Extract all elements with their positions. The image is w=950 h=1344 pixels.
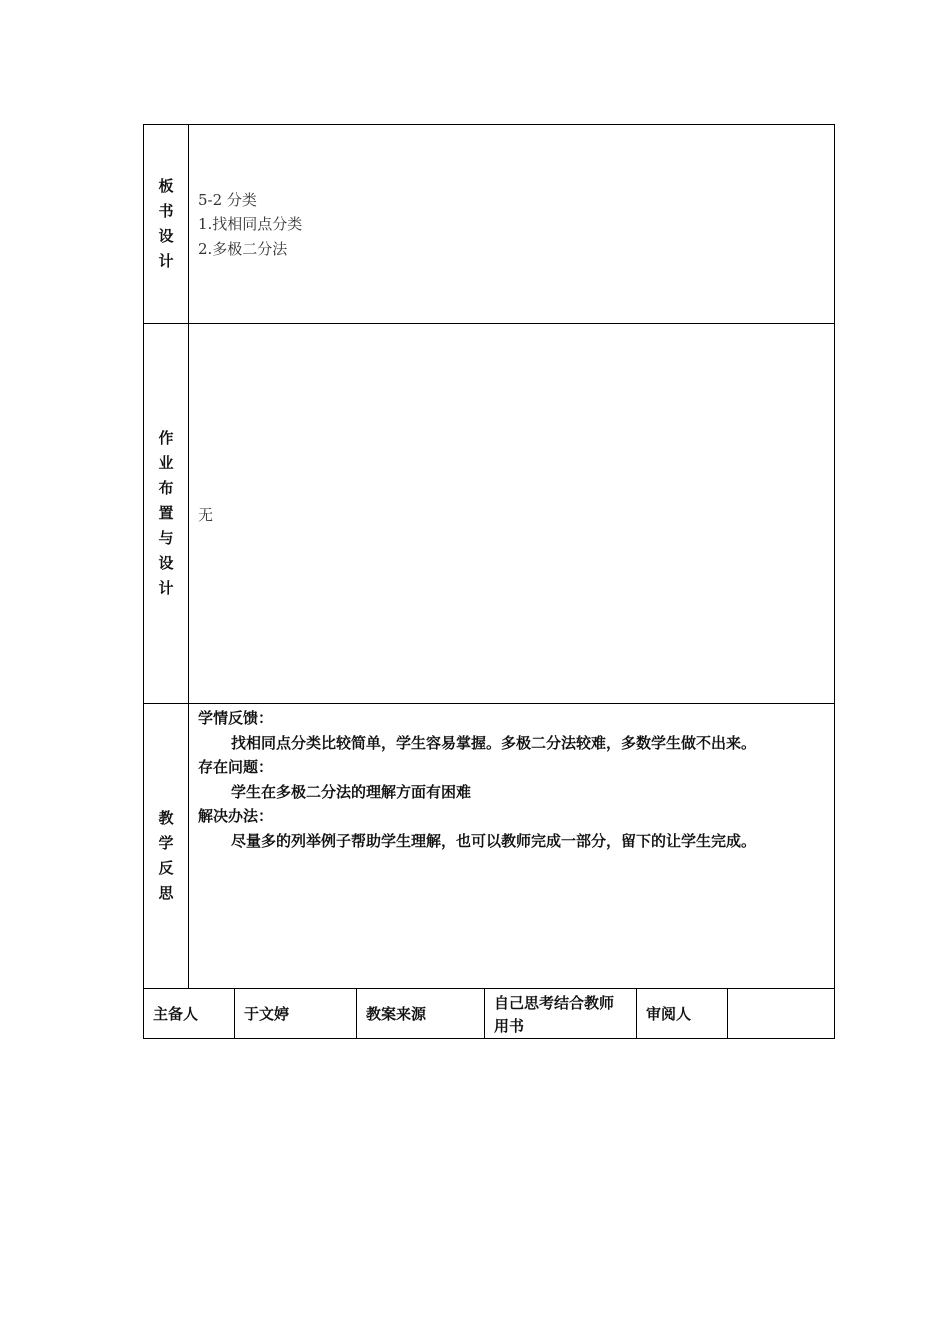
label-char: 计 [158, 252, 174, 270]
table-right-border [834, 124, 835, 1039]
board-line-2: 1.找相同点分类 [198, 215, 303, 233]
feedback-title: 学情反馈： [198, 709, 274, 727]
source-label: 教案来源 [366, 1005, 427, 1023]
row-divider-1 [143, 323, 835, 324]
reflection-label [144, 806, 188, 906]
preparer-label: 主备人 [153, 1005, 199, 1023]
label-char: 计 [158, 579, 174, 597]
footer-divider-1 [234, 988, 235, 1039]
label-char: 教 [158, 809, 174, 827]
board-line-1: 5-2 分类 [198, 191, 257, 209]
preparer-name: 于文婷 [244, 1005, 290, 1023]
label-char: 设 [158, 554, 174, 572]
label-char: 学 [158, 834, 174, 852]
label-char: 作 [158, 429, 174, 447]
label-char: 思 [158, 884, 174, 902]
solution-text: 尽量多的列举例子帮助学生理解，也可以教师完成一部分，留下的让学生完成。 [231, 832, 757, 850]
row-divider-3 [143, 988, 835, 989]
table-bottom-border [143, 1038, 835, 1039]
label-char: 布 [158, 479, 174, 497]
board-design-label [144, 174, 188, 274]
label-char: 置 [158, 504, 174, 522]
label-char: 板 [158, 177, 174, 195]
label-column-divider [188, 124, 189, 989]
homework-label [144, 426, 188, 601]
source-value-line-2: 用书 [494, 1017, 525, 1035]
table-top-border [143, 124, 835, 125]
reviewer-label: 审阅人 [646, 1005, 692, 1023]
label-char: 设 [158, 227, 174, 245]
problem-text: 学生在多极二分法的理解方面有困难 [231, 783, 472, 801]
row-divider-2 [143, 703, 835, 704]
footer-divider-4 [636, 988, 637, 1039]
label-char: 业 [158, 454, 174, 472]
label-char: 反 [158, 859, 174, 877]
feedback-text: 找相同点分类比较简单，学生容易掌握。多极二分法较难，多数学生做不出来。 [231, 734, 757, 752]
source-value-line-1: 自己思考结合教师 [494, 994, 615, 1012]
footer-divider-3 [484, 988, 485, 1039]
solution-title: 解决办法： [198, 807, 274, 825]
label-char: 与 [158, 529, 174, 547]
label-char: 书 [158, 202, 174, 220]
homework-content: 无 [198, 506, 214, 524]
board-line-3: 2.多极二分法 [198, 240, 288, 258]
footer-divider-2 [356, 988, 357, 1039]
footer-divider-5 [727, 988, 728, 1039]
problem-title: 存在问题： [198, 758, 274, 776]
